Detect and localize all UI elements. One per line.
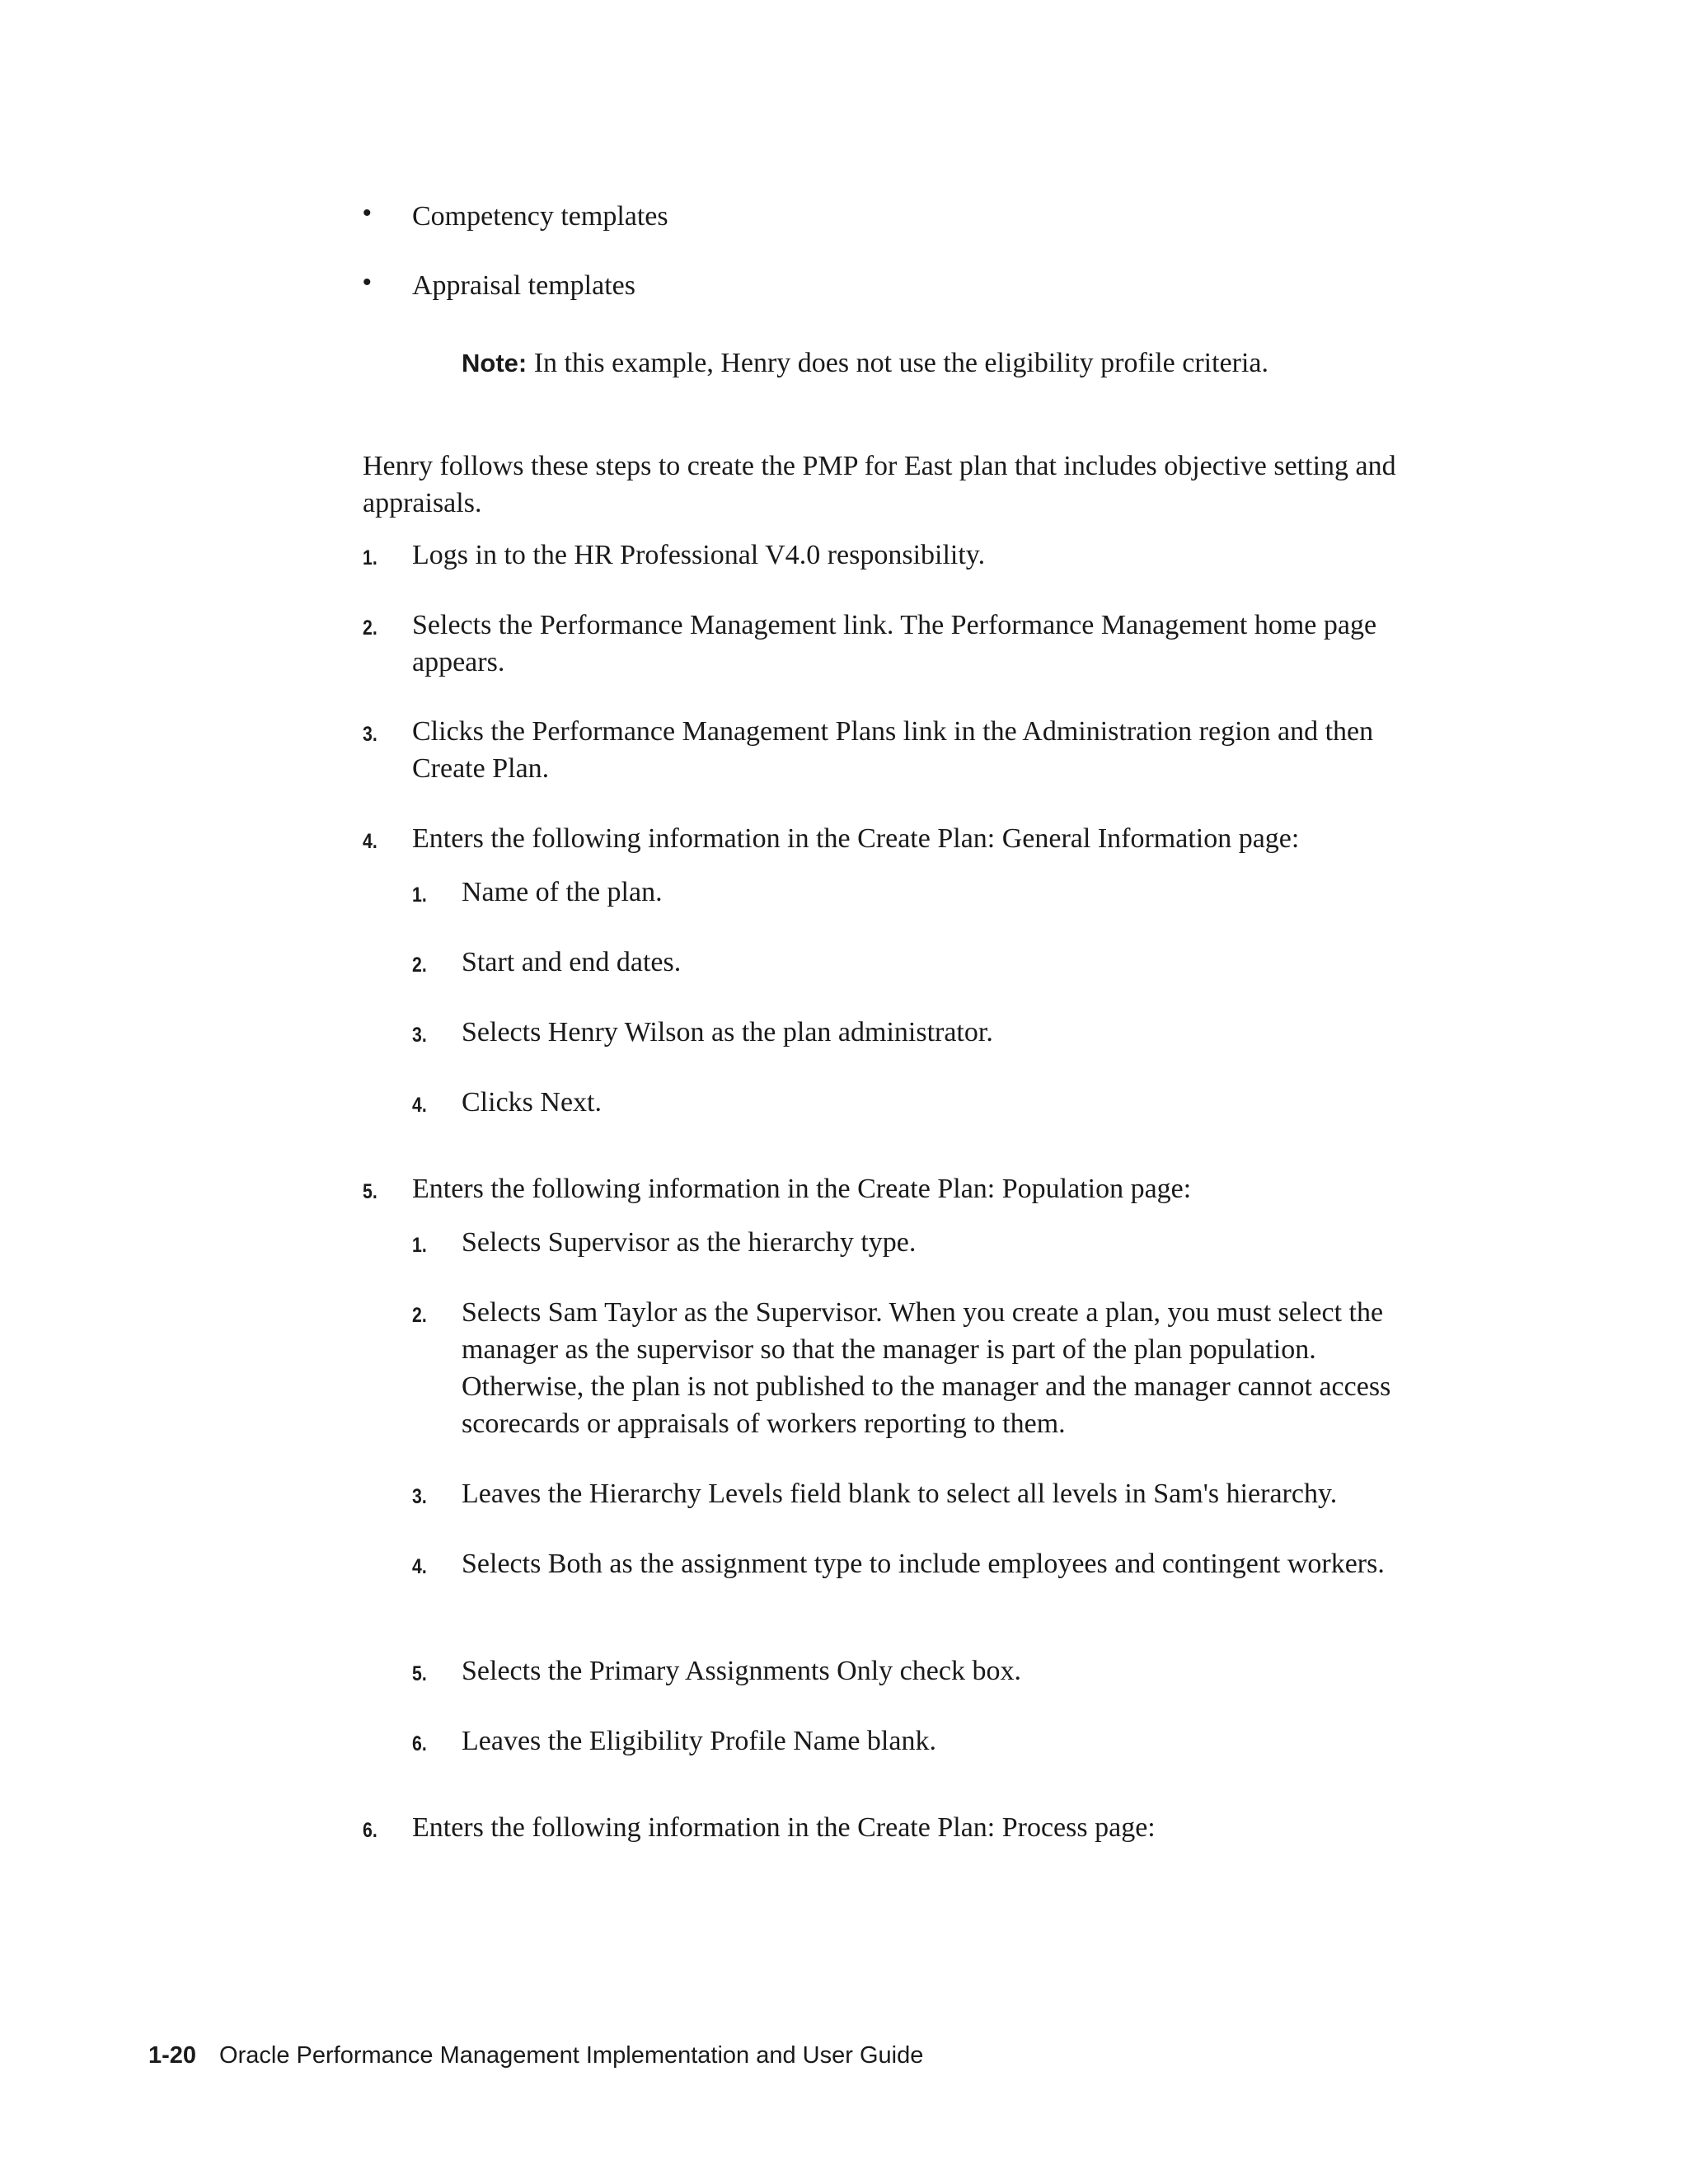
step-text: Enters the following information in the Create Plan: Population page:: [412, 1174, 1192, 1204]
step-number: 1.: [363, 546, 377, 569]
note: [462, 344, 1451, 382]
substep-number: 2.: [412, 954, 427, 977]
substep-text: Selects the Primary Assignments Only check box.: [462, 1656, 1021, 1686]
substep-number: 1.: [412, 883, 427, 907]
bullet-marker: •: [363, 199, 372, 227]
step-text: Logs in to the HR Professional V4.0 responsibility.: [412, 540, 986, 570]
substep-text: Clicks Next.: [462, 1087, 602, 1118]
document-title: Oracle Performance Management Implementation and User Guide: [219, 2042, 924, 2069]
note-text: In this example, Henry does not use the eligibility profile criteria.: [533, 348, 1269, 378]
substep-number: 2.: [412, 1304, 427, 1327]
bullet-item: Competency templates: [412, 201, 668, 232]
step-text: Selects the Performance Management link. The Performance Management home page appears.: [412, 610, 1377, 677]
intro-paragraph: Henry follows these steps to create the PMP for East plan that includes objective setting and appraisals.: [363, 451, 1396, 518]
substep-number: 4.: [412, 1094, 427, 1117]
step-number: 5.: [363, 1180, 377, 1203]
substep-number: 6.: [412, 1732, 427, 1755]
substep-text: Selects Henry Wilson as the plan administrator.: [462, 1017, 993, 1047]
substep-text: Leaves the Eligibility Profile Name blank.: [462, 1726, 936, 1756]
step-number: 3.: [363, 723, 377, 746]
substep-text: Name of the plan.: [462, 877, 663, 907]
substep-text: Selects Both as the assignment type to include employees and contingent workers.: [462, 1549, 1385, 1579]
step-text: Enters the following information in the Create Plan: General Information page:: [412, 823, 1300, 854]
bullet-item: Appraisal templates: [412, 270, 635, 301]
substep-number: 1.: [412, 1234, 427, 1257]
substep-text: Selects Supervisor as the hierarchy type.: [462, 1227, 917, 1258]
substep-number: 4.: [412, 1555, 427, 1578]
substep-text: Start and end dates.: [462, 947, 682, 977]
bullet-marker: •: [363, 269, 372, 296]
substep-text: Selects Sam Taylor as the Supervisor. When you create a plan, you must select the manager as the supervisor so that the manager is part of the plan population. Otherwise, the plan is not published to the manager and the manager cannot access scorecards or appraisals of workers reporting to them.: [462, 1297, 1391, 1439]
substep-text: Leaves the Hierarchy Levels field blank to select all levels in Sam's hierarchy.: [462, 1479, 1338, 1509]
substep-number: 3.: [412, 1024, 427, 1047]
substep-number: 3.: [412, 1485, 427, 1508]
step-text: Clicks the Performance Management Plans link in the Administration region and then Create Plan.: [412, 716, 1374, 784]
page-number: 1-20: [148, 2042, 197, 2069]
step-number: 2.: [363, 616, 377, 640]
step-text: Enters the following information in the Create Plan: Process page:: [412, 1812, 1156, 1843]
page-footer: [148, 2042, 923, 2069]
step-number: 4.: [363, 830, 377, 853]
substep-number: 5.: [412, 1662, 427, 1685]
step-number: 6.: [363, 1819, 377, 1842]
note-label: Note:: [462, 349, 528, 377]
